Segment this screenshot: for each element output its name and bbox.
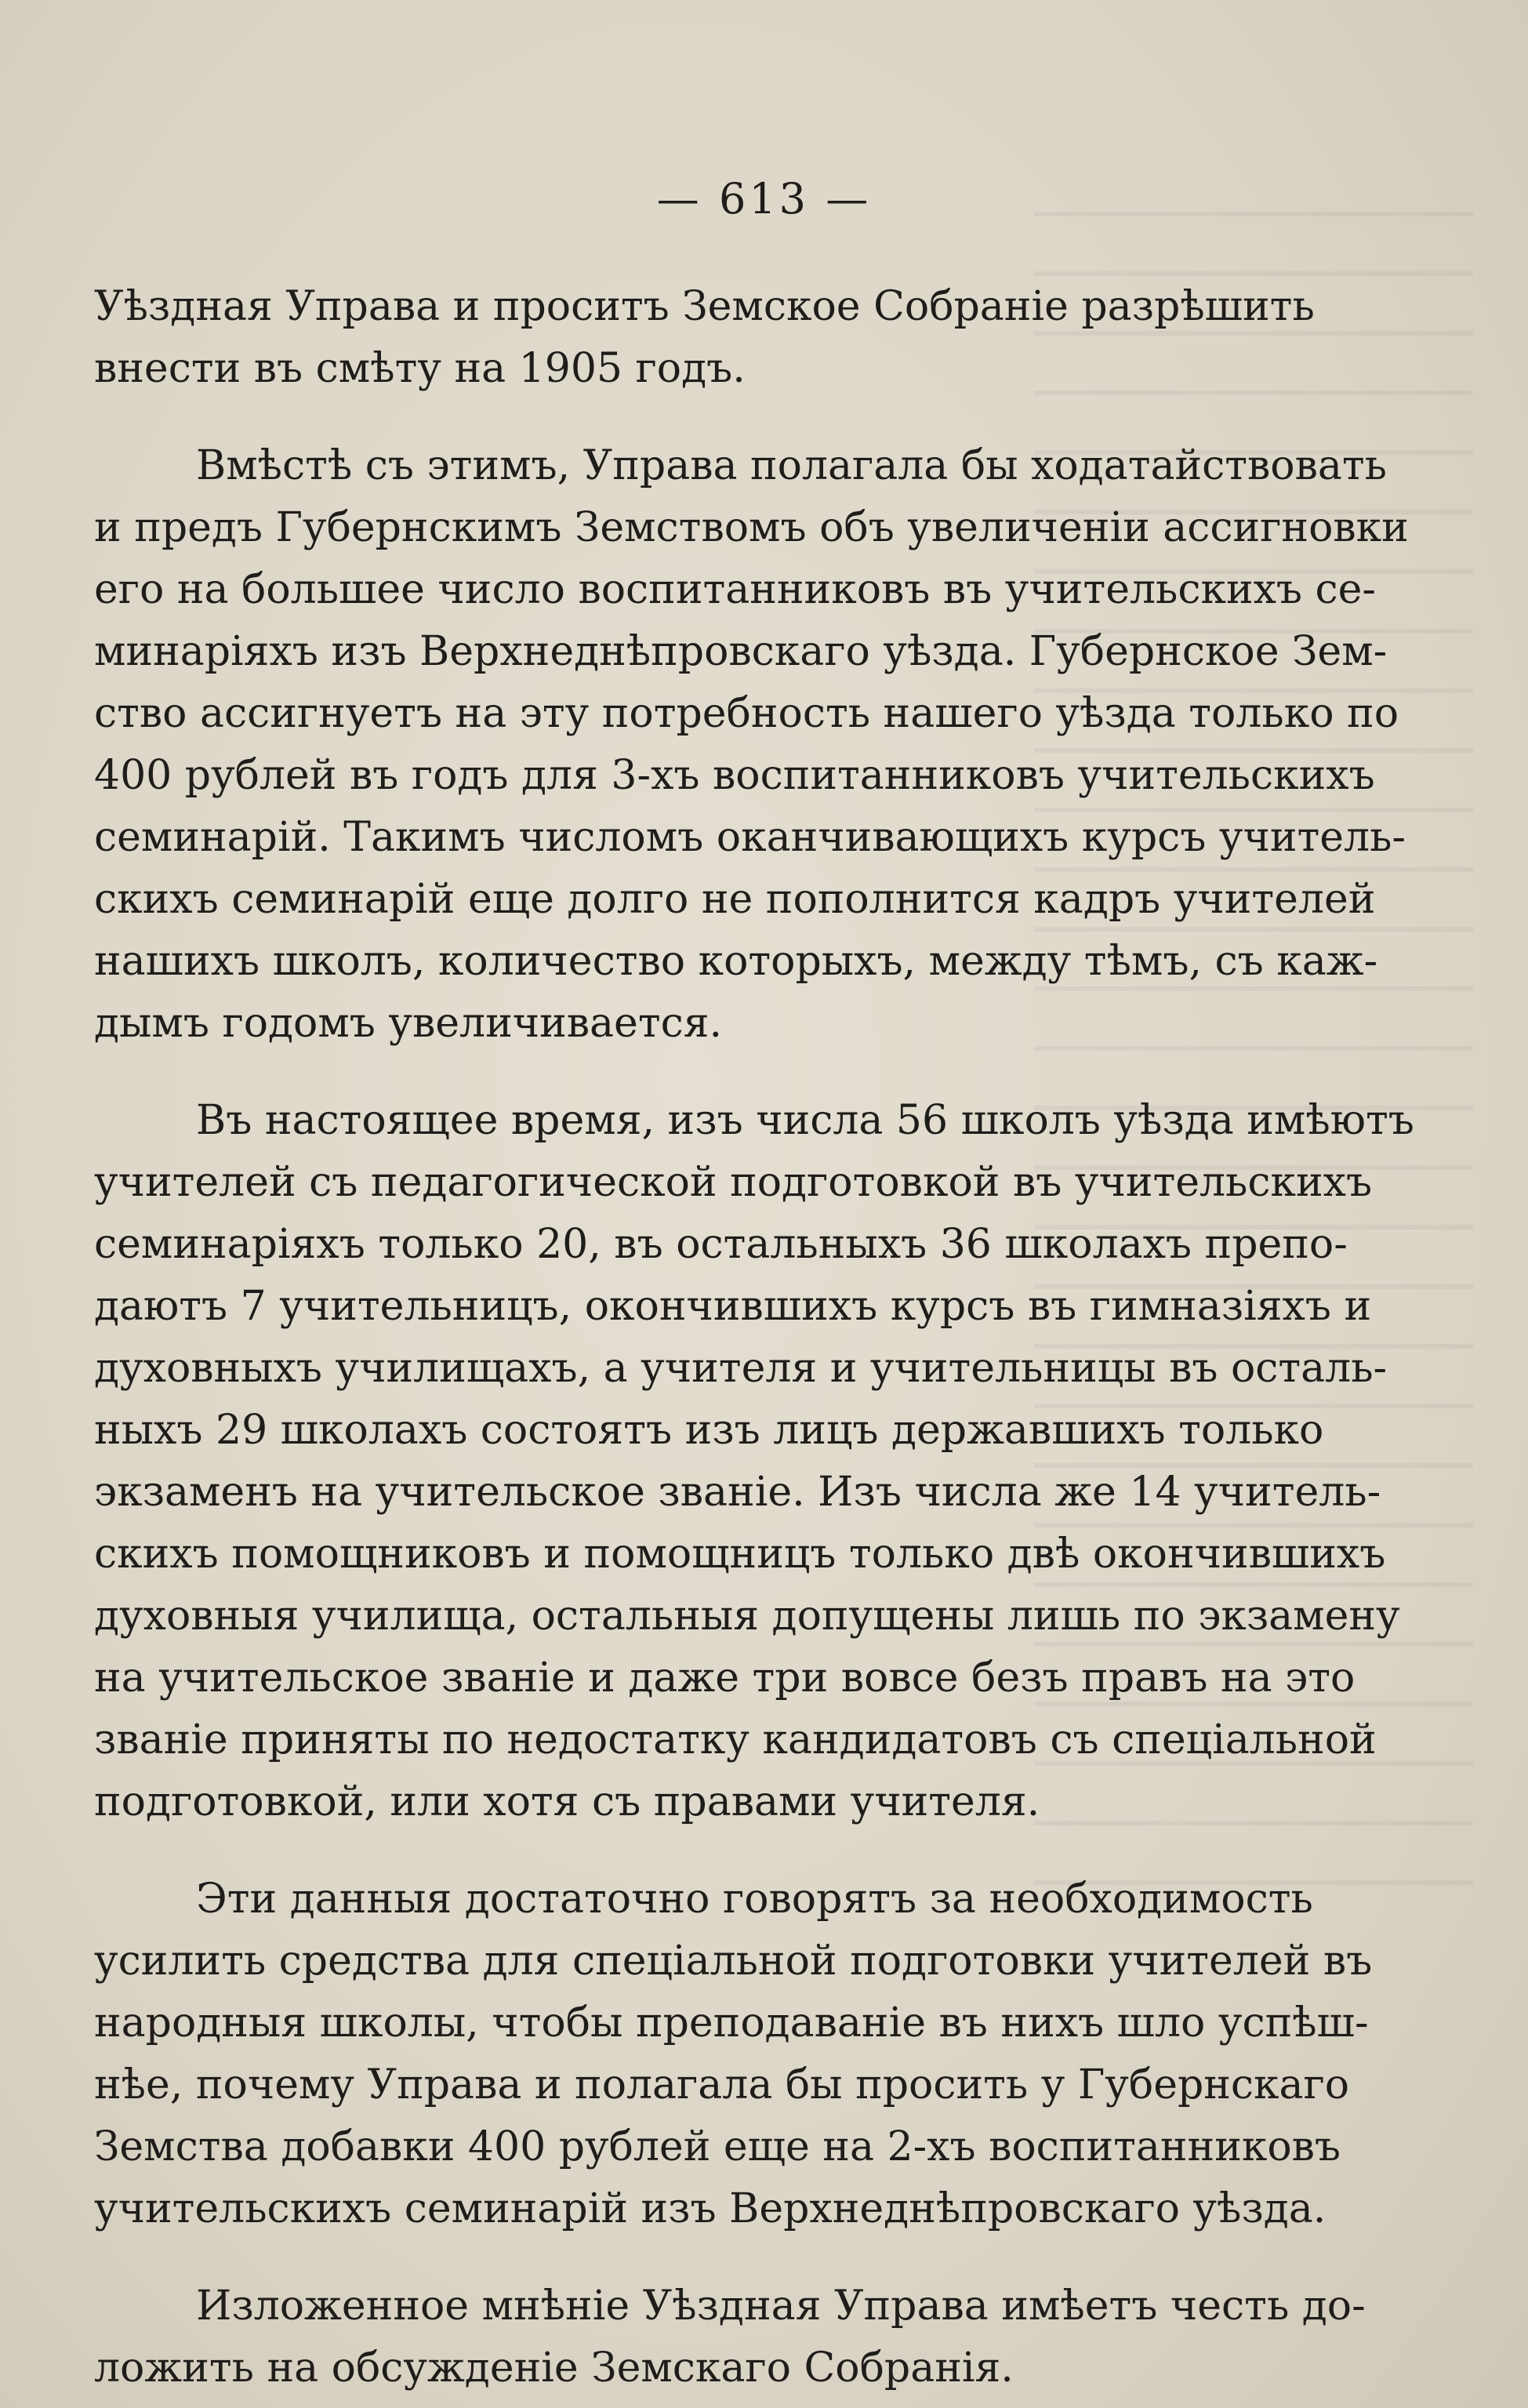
- text-line: скихъ помощниковъ и помощницъ только двѣ окончившихъ: [94, 1531, 1386, 1578]
- text-line: учительскихъ семинарій изъ Верхнеднѣпровскаго уѣзда.: [94, 2185, 1327, 2232]
- paragraph-1: [94, 276, 1315, 400]
- text-line: Въ настоящее время, изъ числа 56 школъ уѣзда имѣютъ: [196, 1097, 1414, 1144]
- text-line: нѣе, почему Управа и полагала бы просить у Губернскаго: [94, 2061, 1350, 2108]
- text-line: дымъ годомъ увеличивается.: [94, 1000, 723, 1047]
- paragraph-5: [94, 2275, 1366, 2399]
- text-line: усилить средства для спеціальной подготовки учителей въ: [94, 1938, 1373, 1985]
- text-line: духовныхъ училищахъ, а учителя и учительницы въ осталь-: [94, 1345, 1388, 1392]
- body-text: [94, 276, 1414, 2399]
- paragraph-3: [94, 1090, 1414, 1833]
- text-line: ныхъ 29 школахъ состоятъ изъ лицъ державшихъ только: [94, 1407, 1324, 1454]
- text-line: на учительское званіе и даже три вовсе безъ правъ на это: [94, 1654, 1356, 1702]
- text-line: экзаменъ на учительское званіе. Изъ числа же 14 учитель-: [94, 1469, 1381, 1516]
- text-line: скихъ семинарій еще долго не пополнится кадръ учителей: [94, 876, 1376, 923]
- text-line: Эти данныя достаточно говорятъ за необходимость: [196, 1876, 1313, 1923]
- text-line: 400 рублей въ годъ для 3-хъ воспитанниковъ учительскихъ: [94, 752, 1375, 799]
- text-line: ство ассигнуетъ на эту потребность нашего уѣзда только по: [94, 690, 1399, 737]
- text-line: подготовкой, или хотя съ правами учителя.: [94, 1778, 1040, 1825]
- paragraph-4: [94, 1869, 1373, 2240]
- text-line: Вмѣстѣ съ этимъ, Управа полагала бы ходатайствовать: [196, 442, 1387, 489]
- text-line: учителей съ педагогической подготовкой въ учительскихъ: [94, 1159, 1373, 1206]
- text-line: Земства добавки 400 рублей еще на 2-хъ воспитанниковъ: [94, 2123, 1341, 2170]
- text-line: званіе приняты по недостатку кандидатовъ съ спеціальной: [94, 1716, 1377, 1763]
- text-line: Изложенное мнѣніе Уѣздная Управа имѣетъ честь до-: [196, 2283, 1366, 2330]
- text-line: духовныя училища, остальныя допущены лишь по экзамену: [94, 1593, 1400, 1640]
- text-line: Уѣздная Управа и проситъ Земское Собраніе разрѣшить: [94, 283, 1315, 330]
- text-line: ложить на обсужденіе Земскаго Собранія.: [94, 2344, 1014, 2392]
- text-line: семинаріяхъ только 20, въ остальныхъ 36 школахъ препо-: [94, 1221, 1348, 1268]
- text-line: даютъ 7 учительницъ, окончившихъ курсъ въ гимназіяхъ и: [94, 1283, 1372, 1330]
- page-number: — 613 —: [656, 174, 872, 223]
- text-line: внести въ смѣту на 1905 годъ.: [94, 345, 746, 392]
- text-line: его на большее число воспитанниковъ въ учительскихъ се-: [94, 566, 1377, 613]
- text-line: и предъ Губернскимъ Земствомъ объ увеличеніи ассигновки: [94, 504, 1409, 551]
- text-line: нашихъ школъ, количество которыхъ, между тѣмъ, съ каж-: [94, 938, 1378, 985]
- text-line: народныя школы, чтобы преподаваніе въ нихъ шло успѣш-: [94, 1999, 1369, 2047]
- text-line: минаріяхъ изъ Верхнеднѣпровскаго уѣзда. Губернское Зем-: [94, 628, 1388, 675]
- text-line: семинарій. Такимъ числомъ оканчивающихъ курсъ учитель-: [94, 814, 1406, 861]
- paragraph-2: [94, 435, 1409, 1055]
